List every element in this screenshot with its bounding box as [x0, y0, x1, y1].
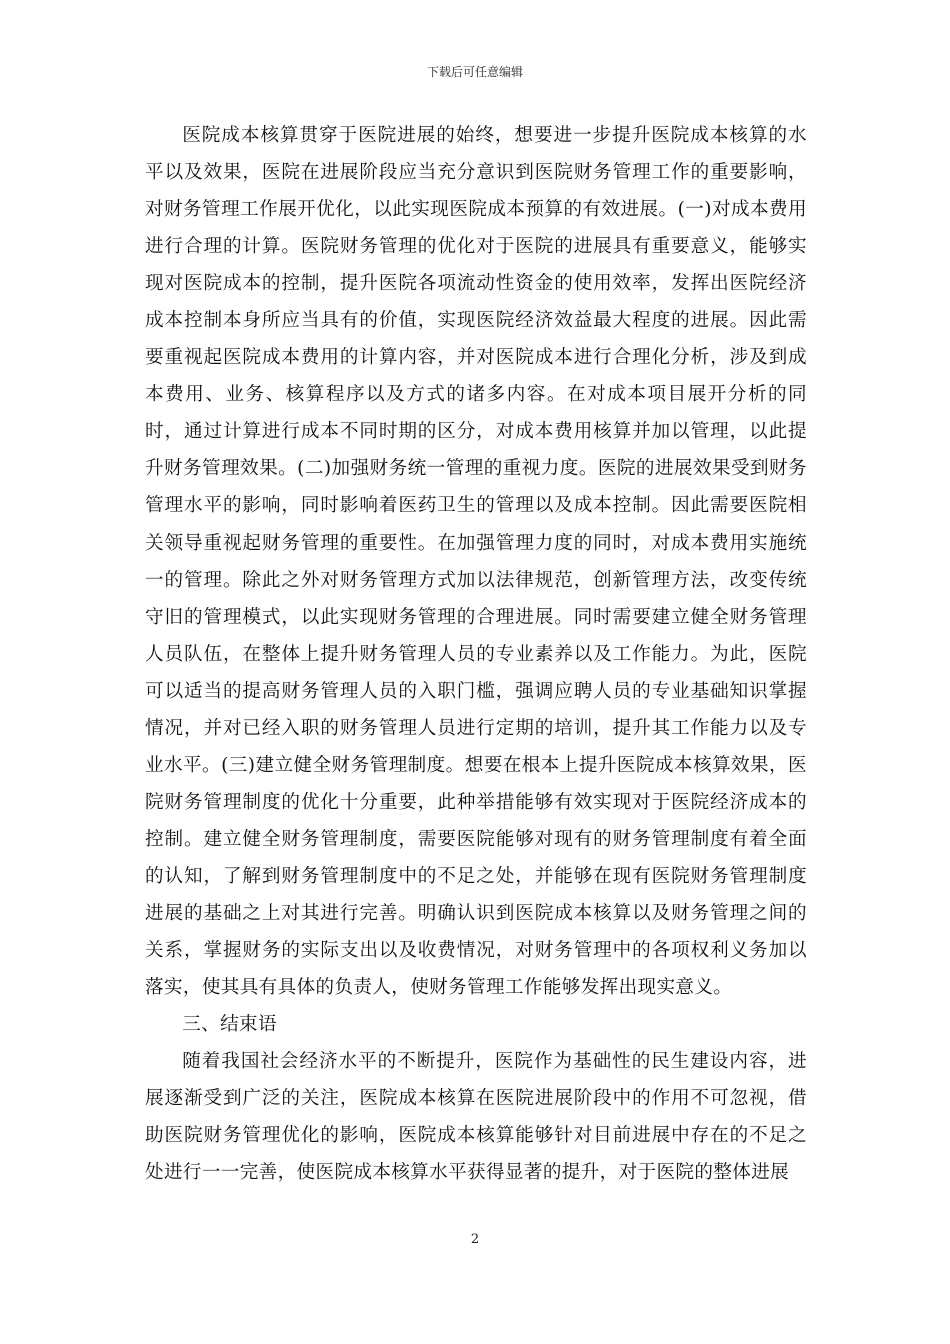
page-number: 2 — [470, 1232, 480, 1247]
body-paragraph: 医院成本核算贯穿于医院进展的始终，想要进一步提升医院成本核算的水平以及效果，医院在进展阶段应当充分意识到医院财务管理工作的重要影响，对财务管理工作展开优化，以此实现医院成本预算的有效进展。(一)对成本费用进行合理的计算。医院财务管理的优化对于医院的进展具有重要意义，能够实现对医院成本的控制，提升医院各项流动性资金的使用效率，发挥出医院经济成本控制本身所应当具有的价值，实现医院经济效益最大程度的进展。因此需要重视起医院成本费用的计算内容，并对医院成本进行合理化分析，涉及到成本费用、业务、核算程序以及方式的诸多内容。在对成本项目展开分析的同时，通过计算进行成本不同时期的区分，对成本费用核算并加以管理，以此提升财务管理效果。(二)加强财务统一管理的重视力度。医院的进展效果受到财务管理水平的影响，同时影响着医药卫生的管理以及成本控制。因此需要医院相关领导重视起财务管理的重要性。在加强管理力度的同时，对成本费用实施统一的管理。除此之外对财务管理方式加以法律规范，创新管理方法，改变传统守旧的管理模式，以此实现财务管理的合理进展。同时需要建立健全财务管理人员队伍，在整体上提升财务管理人员的专业素养以及工作能力。为此，医院可以适当的提高财务管理人员的入职门槛，强调应聘人员的专业基础知识掌握情况，并对已经入职的财务管理人员进行定期的培训，提升其工作能力以及专业水平。(三)建立健全财务管理制度。想要在根本上提升医院成本核算效果，医院财务管理制度的优化十分重要，此种举措能够有效实现对于医院经济成本的控制。建立健全财务管理制度，需要医院能够对现有的财务管理制度有着全面的认知，了解到财务管理制度中的不足之处，并能够在现有医院财务管理制度进展的基础之上对其进行完善。明确认识到医院成本核算以及财务管理之间的关系，掌握财务的实际支出以及收费情况，对财务管理中的各项权利义务加以落实，使其具有具体的负责人，使财务管理工作能够发挥出现实意义。 — [145, 125, 807, 999]
body-paragraph: 随着我国社会经济水平的不断提升，医院作为基础性的民生建设内容，进展逐渐受到广泛的关注，医院成本核算在医院进展阶段中的作用不可忽视，借助医院财务管理优化的影响，医院成本核算能够针对目前进展中存在的不足之处进行一一完善，使医院成本核算水平获得显著的提升，对于医院的整体进展 — [145, 1051, 807, 1184]
section-heading: 三、结束语 — [182, 1014, 277, 1036]
page-header: 下载后可任意编辑 — [426, 65, 523, 79]
document-body — [145, 117, 807, 1191]
